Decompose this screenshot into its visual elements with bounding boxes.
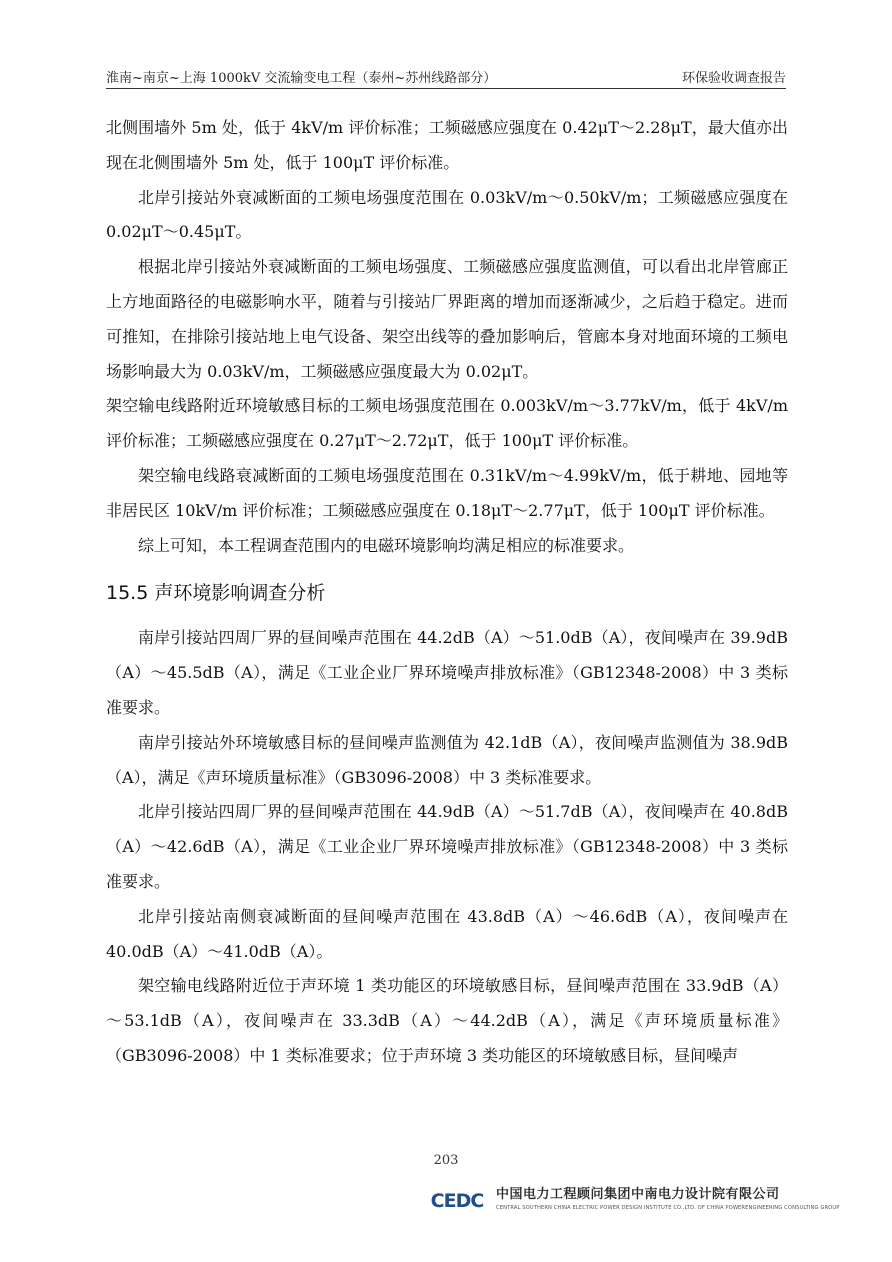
paragraph: 南岸引接站四周厂界的昼间噪声范围在 44.2dB（A）～51.0dB（A），夜间噪声在 39.9dB（A）～45.5dB（A），满足《工业企业厂界环境噪声排放标准》（GB12348-2008）中 3 类标准要求。	[106, 628, 788, 717]
paragraph: 南岸引接站外环境敏感目标的昼间噪声监测值为 42.1dB（A），夜间噪声监测值为 38.9dB（A），满足《声环境质量标准》（GB3096-2008）中 3 类标准要求。	[106, 732, 788, 787]
paragraph: 根据北岸引接站外衰减断面的工频电场强度、工频磁感应强度监测值，可以看出北岸管廊正上方地面路径的电磁影响水平，随着与引接站厂界距离的增加而逐渐减少，之后趋于稳定。进而可推知，在排除引接站地上电气设备、架空出线等的叠加影响后，管廊本身对地面环境的工频电场影响最大为 0.03kV/m，工频磁感应强度最大为 0.02μT。	[106, 257, 788, 381]
company-logo-icon	[426, 1187, 488, 1213]
paragraph: 综上可知，本工程调查范围内的电磁环境影响均满足相应的标准要求。	[138, 535, 635, 555]
paragraph: 架空输电线路附近位于声环境 1 类功能区的环境敏感目标，昼间噪声范围在 33.9dB（A）～53.1dB（A），夜间噪声在 33.3dB（A）～44.2dB（A），满足《声环境质量标准》（GB3096-2008）中 1 类标准要求；位于声环境 3 类功能区的环境敏感目标，昼间噪声	[106, 976, 788, 1065]
paragraph: 北侧围墙外 5m 处，低于 4kV/m 评价标准；工频磁感应强度在 0.42μT～2.28μT，最大值亦出现在北侧围墙外 5m 处，低于 100μT 评价标准。	[106, 118, 788, 172]
header-project-title: 淮南~南京~上海 1000kV 交流输变电工程（泰州~苏州线路部分）	[106, 71, 497, 86]
header-divider	[106, 88, 786, 89]
company-name-cn: 中国电力工程顾问集团中南电力设计院有限公司	[496, 1187, 780, 1202]
paragraph: 架空输电线路衰减断面的工频电场强度范围在 0.31kV/m～4.99kV/m，低于耕地、园地等非居民区 10kV/m 评价标准；工频磁感应强度在 0.18μT～2.77μT，低于 100μT 评价标准。	[106, 465, 788, 520]
paragraph: 架空输电线路附近环境敏感目标的工频电场强度范围在 0.003kV/m～3.77kV/m，低于 4kV/m 评价标准；工频磁感应强度在 0.27μT～2.72μT，低于 100μT 评价标准。	[106, 396, 788, 451]
page-header	[106, 64, 786, 86]
logo-lettering: CEDC	[430, 1190, 484, 1212]
page-footer	[426, 1183, 840, 1217]
header-report-type: 环保验收调查报告	[681, 71, 786, 86]
section-heading: 15.5 声环境影响调查分析	[106, 582, 326, 605]
paragraph: 北岸引接站外衰减断面的工频电场强度范围在 0.03kV/m～0.50kV/m；工频磁感应强度在 0.02μT～0.45μT。	[106, 187, 788, 242]
paragraph: 北岸引接站南侧衰减断面的昼间噪声范围在 43.8dB（A）～46.6dB（A），夜间噪声在 40.0dB（A）～41.0dB（A）。	[106, 906, 788, 961]
company-name-en: CENTRAL SOUTHERN CHINA ELECTRIC POWER DESIGN INSTITUTE CO.,LTD. OF CHINA POWERENGINEERING CONSULTING GROUP	[496, 1205, 840, 1211]
page-body	[106, 111, 788, 1074]
paragraph: 北岸引接站四周厂界的昼间噪声范围在 44.9dB（A）～51.7dB（A），夜间噪声在 40.8dB（A）～42.6dB（A），满足《工业企业厂界环境噪声排放标准》（GB12348-2008）中 3 类标准要求。	[106, 802, 788, 891]
page-number: 203	[433, 1153, 459, 1168]
